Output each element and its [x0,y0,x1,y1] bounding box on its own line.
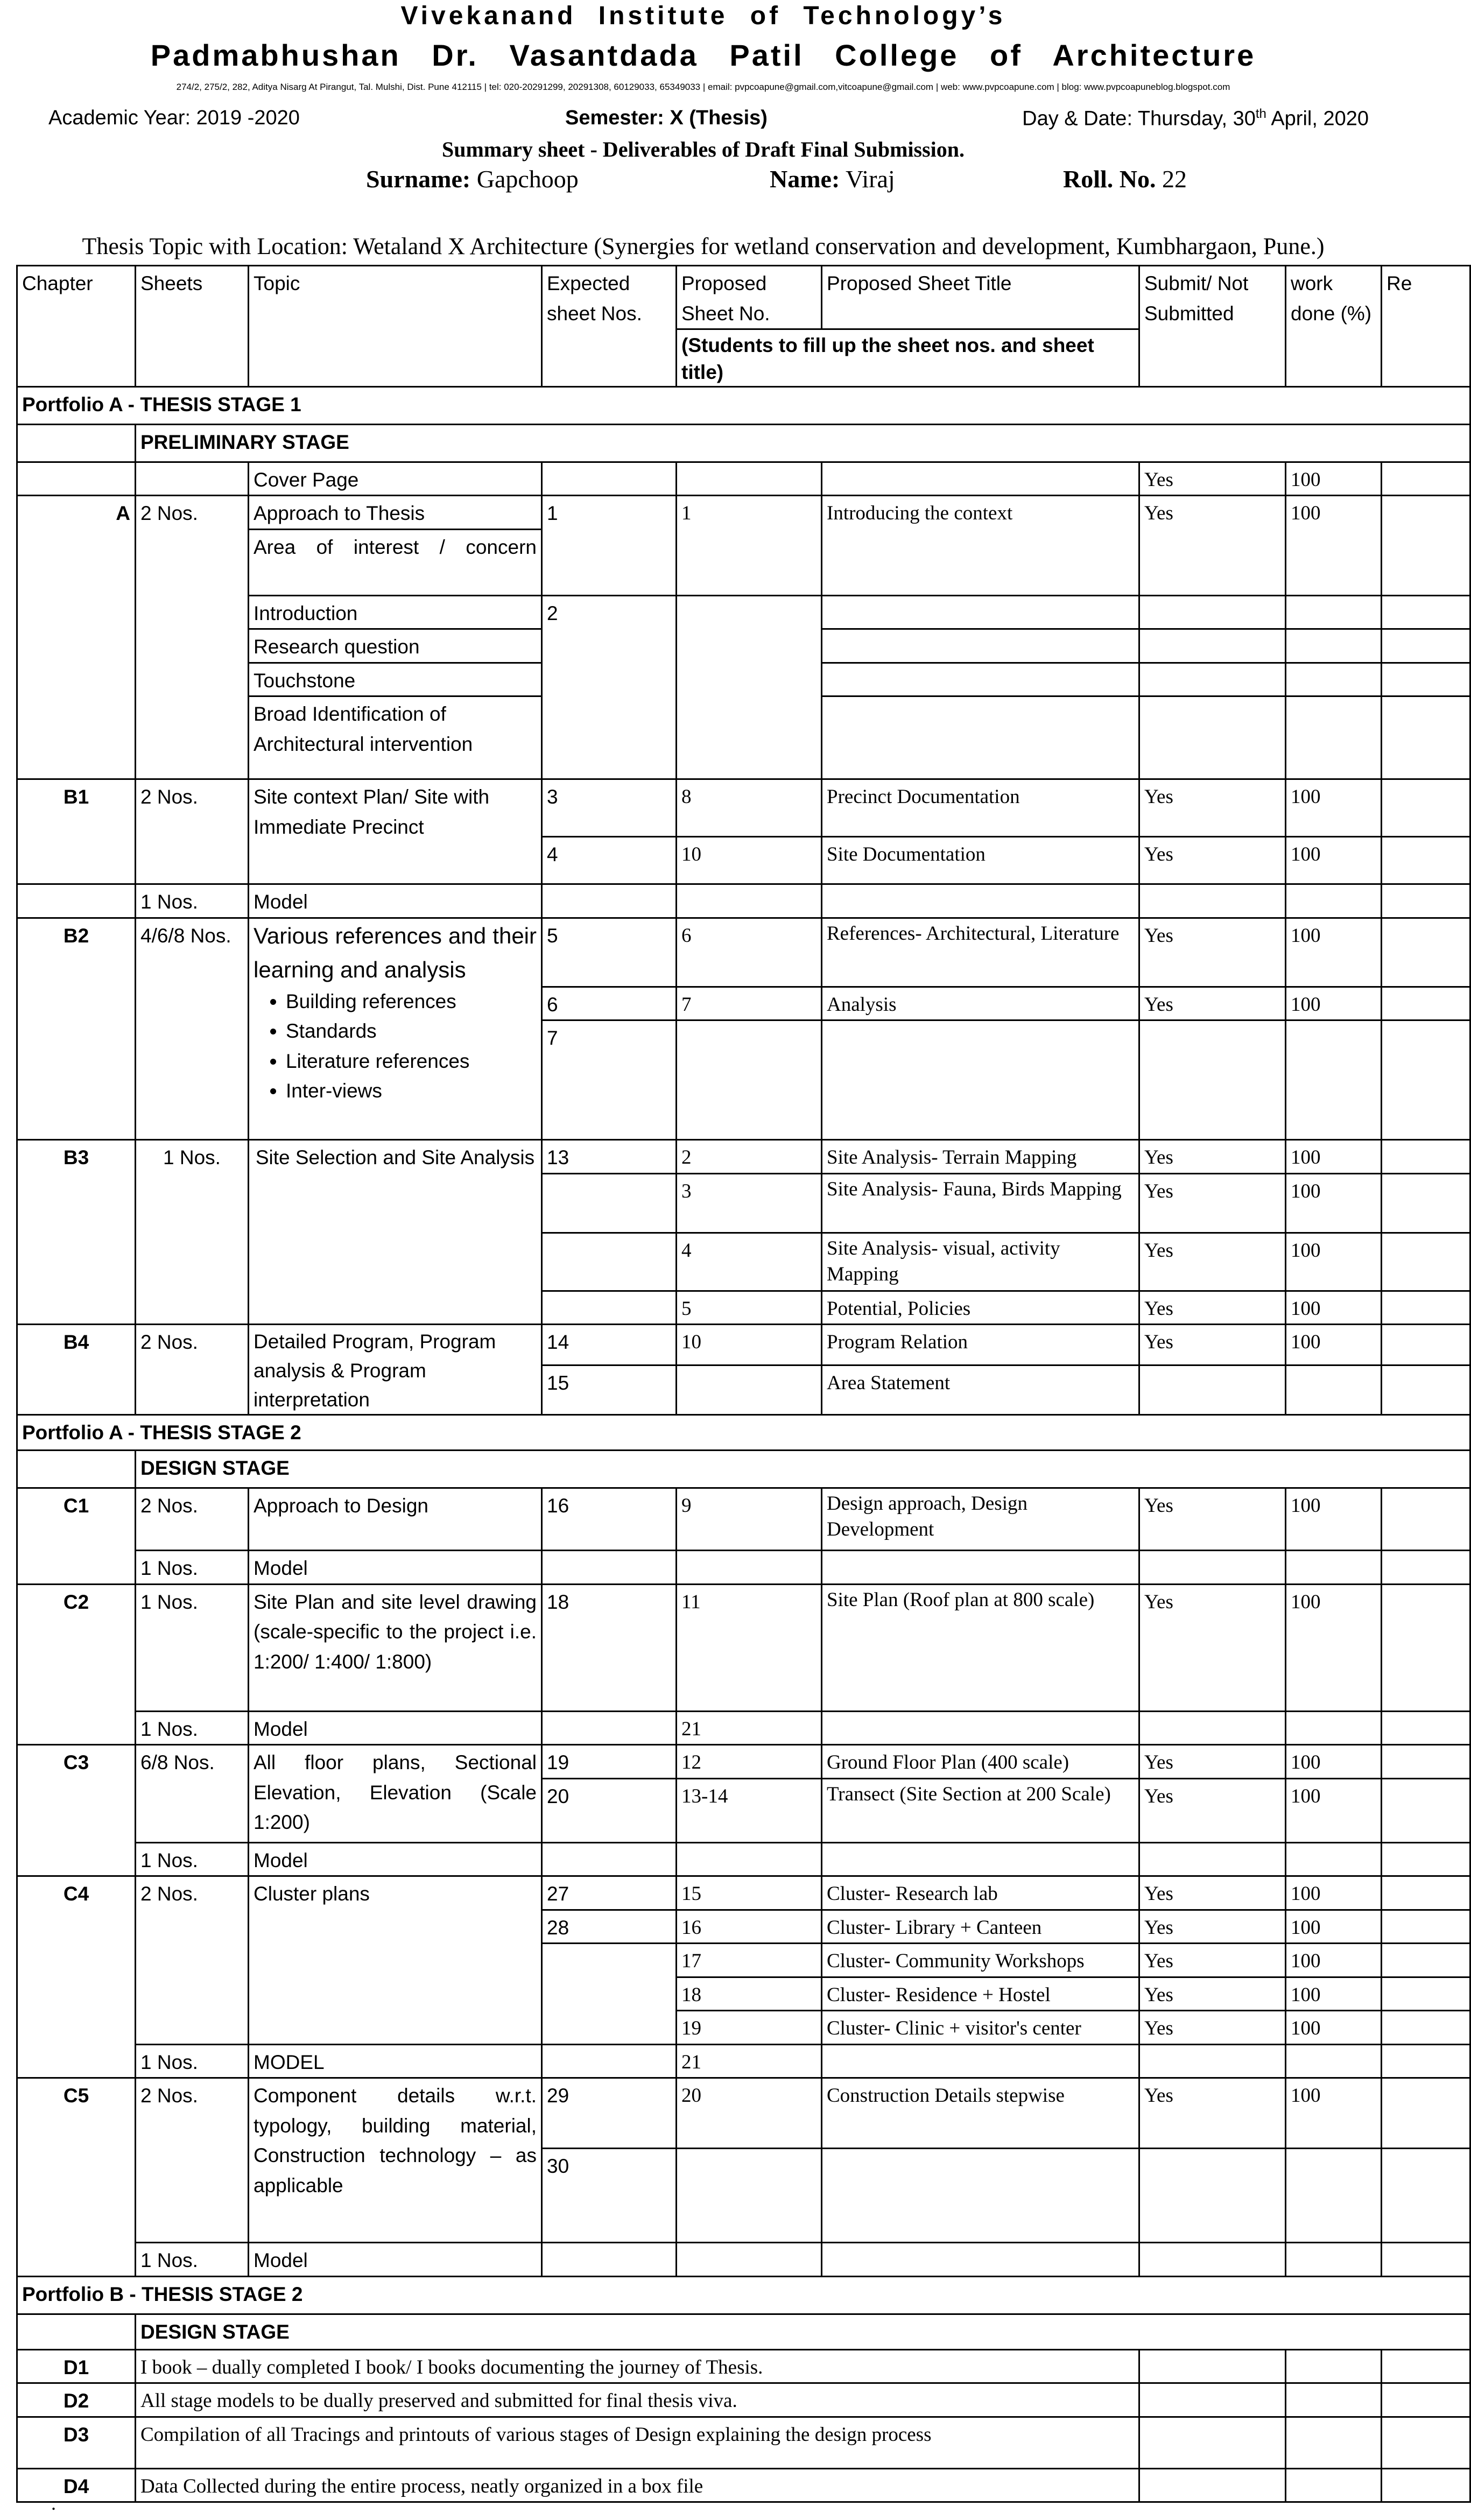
semester: Semester: X (Thesis) [565,107,768,129]
table-row [17,1488,1470,1551]
work-cell: 100 [1286,1584,1382,1711]
section-portfolio-a-stage1: Portfolio A - THESIS STAGE 1 [17,386,1470,424]
col-work: work done (%) [1286,266,1382,387]
col-submit: Submit/ Not Submitted [1139,266,1286,387]
proposed-title-cell: Cluster- Clinic + visitor's center [822,2011,1139,2045]
work-cell: 100 [1286,779,1382,837]
sheets-cell: 1 Nos. [136,2243,249,2277]
work-cell: 100 [1286,1291,1382,1325]
topic-cell: Model [249,1551,542,1585]
submit-cell: Yes [1139,1745,1286,1779]
topic-cell: Cluster plans [249,1876,542,2045]
table-row [17,496,1470,530]
proposed-no-cell: 15 [677,1876,822,1910]
submit-cell: Yes [1139,1944,1286,1977]
expected-cell: 18 [542,1584,677,1711]
submit-cell: Yes [1139,1778,1286,1842]
topic-cell: Model [249,1842,542,1876]
table-row [17,2417,1470,2468]
table-row [17,1876,1470,1910]
chapter-cell: B4 [17,1325,136,1415]
sheets-cell: 1 Nos. [136,884,249,918]
topic-cell: MODEL [249,2044,542,2078]
proposed-title-cell: Transect (Site Section at 200 Scale) [822,1778,1139,1842]
expected-cell: 6 [542,987,677,1020]
proposed-no-cell: 7 [677,987,822,1020]
expected-cell: 13 [542,1140,677,1174]
chapter-cell: D1 [17,2349,136,2383]
list-item: • Literature references [286,1046,537,1076]
topic-cell: Broad Identification of Architectural intervention [249,696,542,779]
table-row [17,462,1470,496]
sheets-cell: 1 Nos. [136,2044,249,2078]
sheets-cell: 6/8 Nos. [136,1745,249,1843]
header-row [17,266,1470,329]
work-cell: 100 [1286,2011,1382,2045]
work-cell: 100 [1286,1977,1382,2011]
college-name: Padmabhushan Dr. Vasantdada Patil College of Architecture [150,38,1256,72]
proposed-no-cell: 3 [677,1173,822,1233]
submit-cell: Yes [1139,987,1286,1020]
chapter-cell: D4 [17,2468,136,2502]
chapter-cell: C5 [17,2078,136,2277]
proposed-no-cell: 2 [677,1140,822,1174]
submit-cell: Yes [1139,1910,1286,1944]
sheets-cell: 2 Nos. [136,1325,249,1415]
proposed-title-cell: Precinct Documentation [822,779,1139,837]
proposed-no-cell: 9 [677,1488,822,1551]
proposed-no-cell: 10 [677,1325,822,1365]
footer-mark: . [51,2493,56,2514]
proposed-title-cell: Site Analysis- Terrain Mapping [822,1140,1139,1174]
proposed-no-cell: 10 [677,837,822,884]
work-cell: 100 [1286,1173,1382,1233]
section-portfolio-a-stage2: Portfolio A - THESIS STAGE 2 [17,1415,1470,1451]
submit-cell: Yes [1139,779,1286,837]
topic-cell: Detailed Program, Program analysis & Program interpretation [249,1325,542,1415]
chapter-cell: A [17,496,136,779]
deliverable-text: I book – dually completed I book/ I books documenting the journey of Thesis. [136,2349,1139,2383]
topic-cell: Introduction [249,595,542,629]
chapter-cell: B2 [17,918,136,1140]
stage-design-a: DESIGN STAGE [136,1451,1470,1488]
topic-cell: Site Selection and Site Analysis [249,1140,542,1325]
submit-cell: Yes [1139,1173,1286,1233]
expected-cell: 3 [542,779,677,837]
proposed-title-cell: Cluster- Research lab [822,1876,1139,1910]
proposed-title-cell: Cluster- Library + Canteen [822,1910,1139,1944]
chapter-cell: C1 [17,1488,136,1585]
topic-cell: Approach to Thesis [249,496,542,530]
surname-field: Surname: Gapchoop [366,165,579,193]
proposed-no-cell: 20 [677,2078,822,2149]
submit-cell: Yes [1139,1488,1286,1551]
proposed-no-cell: 13-14 [677,1778,822,1842]
work-cell: 100 [1286,496,1382,596]
proposed-no-cell: 5 [677,1291,822,1325]
work-cell: 100 [1286,1745,1382,1779]
work-cell: 100 [1286,1778,1382,1842]
submit-cell: Yes [1139,462,1286,496]
proposed-no-cell: 12 [677,1745,822,1779]
expected-cell: 19 [542,1745,677,1779]
work-cell: 100 [1286,2078,1382,2149]
col-sheets: Sheets [136,266,249,387]
proposed-no-cell: 19 [677,2011,822,2045]
submit-cell: Yes [1139,837,1286,884]
proposed-title-cell: Site Plan (Roof plan at 800 scale) [822,1584,1139,1711]
reference-list [254,987,537,1106]
proposed-no-cell: 18 [677,1977,822,2011]
submit-cell: Yes [1139,2078,1286,2149]
table-row [17,2349,1470,2383]
roll-field: Roll. No. 22 [1063,165,1187,193]
section-portfolio-b-stage2: Portfolio B - THESIS STAGE 2 [17,2276,1470,2314]
sheets-cell: 2 Nos. [136,2078,249,2243]
table-row [17,1745,1470,1779]
expected-cell: 28 [542,1910,677,1944]
proposed-title-cell: Potential, Policies [822,1291,1139,1325]
deliverables-table [16,265,1471,2503]
table-row [17,1140,1470,1174]
expected-cell: 20 [542,1778,677,1842]
table-row [17,918,1470,987]
topic-cell: Research question [249,629,542,663]
submit-cell: Yes [1139,918,1286,987]
proposed-title-cell: Introducing the context [822,496,1139,596]
work-cell: 100 [1286,1233,1382,1291]
table-row [17,779,1470,837]
table-row [17,884,1470,918]
expected-cell: 27 [542,1876,677,1910]
col-proposed-no: Proposed Sheet No. [677,266,822,329]
stage-preliminary: PRELIMINARY STAGE [136,424,1470,462]
proposed-no-cell: 6 [677,918,822,987]
work-cell: 100 [1286,918,1382,987]
deliverable-text: All stage models to be dually preserved and submitted for final thesis viva. [136,2383,1139,2417]
topic-cell: Cover Page [249,462,542,496]
sheets-cell: 2 Nos. [136,779,249,884]
sheets-cell: 2 Nos. [136,1876,249,2045]
table-row [17,1584,1470,1711]
topic-cell: Site context Plan/ Site with Immediate Precinct [249,779,542,884]
work-cell: 100 [1286,1140,1382,1174]
proposed-no-cell: 21 [677,2044,822,2078]
table-row [17,2383,1470,2417]
submit-cell: Yes [1139,1584,1286,1711]
chapter-cell: C3 [17,1745,136,1876]
topic-cell: Site Plan and site level drawing (scale-specific to the project i.e. 1:200/ 1:400/ 1:800) [249,1584,542,1711]
thesis-topic: Thesis Topic with Location: Wetaland X Architecture (Synergies for wetland conservation and development, Kumbhargaon, Pune.) [82,233,1325,259]
day-date: Day & Date: Thursday, 30th April, 2020 [1022,107,1369,130]
topic-cell: Model [249,2243,542,2277]
proposed-title-cell: Site Analysis- visual, activity Mapping [822,1233,1139,1291]
list-item: • Inter-views [286,1076,537,1106]
col-topic: Topic [249,266,542,387]
topic-cell: Approach to Design [249,1488,542,1551]
sheets-cell: 4/6/8 Nos. [136,918,249,1140]
proposed-title-cell: Site Analysis- Fauna, Birds Mapping [822,1173,1139,1233]
submit-cell: Yes [1139,2011,1286,2045]
col-remarks: Re [1382,266,1470,387]
work-cell: 100 [1286,462,1382,496]
proposed-title-cell: Program Relation [822,1325,1139,1365]
expected-cell: 4 [542,837,677,884]
proposed-title-cell: Design approach, Design Development [822,1488,1139,1551]
col-expected: Expected sheet Nos. [542,266,677,387]
work-cell: 100 [1286,1488,1382,1551]
topic-cell: Various references and their learning and analysis • Building references • Standards • Literature references • Inter-views [249,918,542,1140]
proposed-no-cell: 21 [677,1711,822,1745]
proposed-no-cell: 17 [677,1944,822,1977]
submit-cell: Yes [1139,496,1286,596]
proposed-no-cell: 11 [677,1584,822,1711]
students-note: (Students to fill up the sheet nos. and sheet title) [677,329,1139,387]
topic-cell: All floor plans, Sectional Elevation, Elevation (Scale 1:200) [249,1745,542,1843]
table-row [17,1325,1470,1365]
expected-cell: 7 [542,1020,677,1140]
topic-cell: Touchstone [249,663,542,696]
expected-cell: 1 [542,496,677,596]
work-cell: 100 [1286,987,1382,1020]
submit-cell: Yes [1139,1233,1286,1291]
sheets-cell: 1 Nos. [136,1551,249,1585]
chapter-cell: B1 [17,779,136,884]
sheets-cell: 1 Nos. [136,1842,249,1876]
expected-cell: 15 [542,1365,677,1415]
name-field: Name: Viraj [770,165,895,193]
proposed-title-cell: Cluster- Community Workshops [822,1944,1139,1977]
sheets-cell: 1 Nos. [136,1711,249,1745]
work-cell: 100 [1286,1876,1382,1910]
expected-cell: 29 [542,2078,677,2149]
topic-cell: Area of interest / concern [249,529,542,595]
list-item: • Building references [286,987,537,1017]
proposed-no-cell: 8 [677,779,822,837]
proposed-title-cell: Ground Floor Plan (400 scale) [822,1745,1139,1779]
expected-cell: 5 [542,918,677,987]
proposed-title-cell: Area Statement [822,1365,1139,1415]
college-address: 274/2, 275/2, 282, Aditya Nisarg At Pirangut, Tal. Mulshi, Dist. Pune 412115 | tel: 020-20291299, 20291308, 60129033, 65349033 | email: pvpcoapune@gmail.com,vitcoapune@gmail.com | web: www.pvpcoapune.com | blog: www.pvpcoapuneblog.blogspot.com [176,82,1230,92]
academic-year: Academic Year: 2019 -2020 [48,107,300,129]
chapter-cell: C4 [17,1876,136,2078]
work-cell: 100 [1286,837,1382,884]
proposed-no-cell: 4 [677,1233,822,1291]
proposed-title-cell: Construction Details stepwise [822,2078,1139,2149]
expected-cell: 14 [542,1325,677,1365]
summary-title: Summary sheet - Deliverables of Draft Final Submission. [441,137,965,161]
chapter-cell: B3 [17,1140,136,1325]
submit-cell: Yes [1139,1291,1286,1325]
expected-cell: 30 [542,2149,677,2243]
deliverable-text: Compilation of all Tracings and printouts of various stages of Design explaining the design process [136,2417,1139,2468]
submit-cell: Yes [1139,1876,1286,1910]
work-cell: 100 [1286,1910,1382,1944]
topic-cell: Component details w.r.t. typology, building material, Construction technology – as applicable [249,2078,542,2243]
proposed-no-cell: 1 [677,496,822,596]
proposed-title-cell: Cluster- Residence + Hostel [822,1977,1139,2011]
stage-design-b: DESIGN STAGE [136,2314,1470,2349]
topic-cell: Model [249,1711,542,1745]
chapter-cell: D2 [17,2383,136,2417]
expected-cell: 16 [542,1488,677,1551]
chapter-cell: D3 [17,2417,136,2468]
topic-cell: Model [249,884,542,918]
chapter-cell: C2 [17,1584,136,1745]
table-row [17,2078,1470,2149]
deliverable-text: Data Collected during the entire process, neatly organized in a box file [136,2468,1139,2502]
sheets-cell: 1 Nos. [136,1584,249,1711]
sheets-cell: 1 Nos. [136,1140,249,1325]
sheets-cell: 2 Nos. [136,496,249,779]
proposed-title-cell: Analysis [822,987,1139,1020]
submit-cell: Yes [1139,1325,1286,1365]
expected-cell: 2 [542,595,677,779]
list-item: • Standards [286,1016,537,1046]
submit-cell: Yes [1139,1140,1286,1174]
submit-cell: Yes [1139,1977,1286,2011]
work-cell: 100 [1286,1944,1382,1977]
proposed-title-cell: Site Documentation [822,837,1139,884]
institute-name: Vivekanand Institute of Technology’s [400,2,1006,30]
col-chapter: Chapter [17,266,136,387]
proposed-title-cell: References- Architectural, Literature [822,918,1139,987]
table-row [17,2468,1470,2502]
col-proposed-title: Proposed Sheet Title [822,266,1139,329]
proposed-no-cell: 16 [677,1910,822,1944]
work-cell: 100 [1286,1325,1382,1365]
sheets-cell: 2 Nos. [136,1488,249,1551]
